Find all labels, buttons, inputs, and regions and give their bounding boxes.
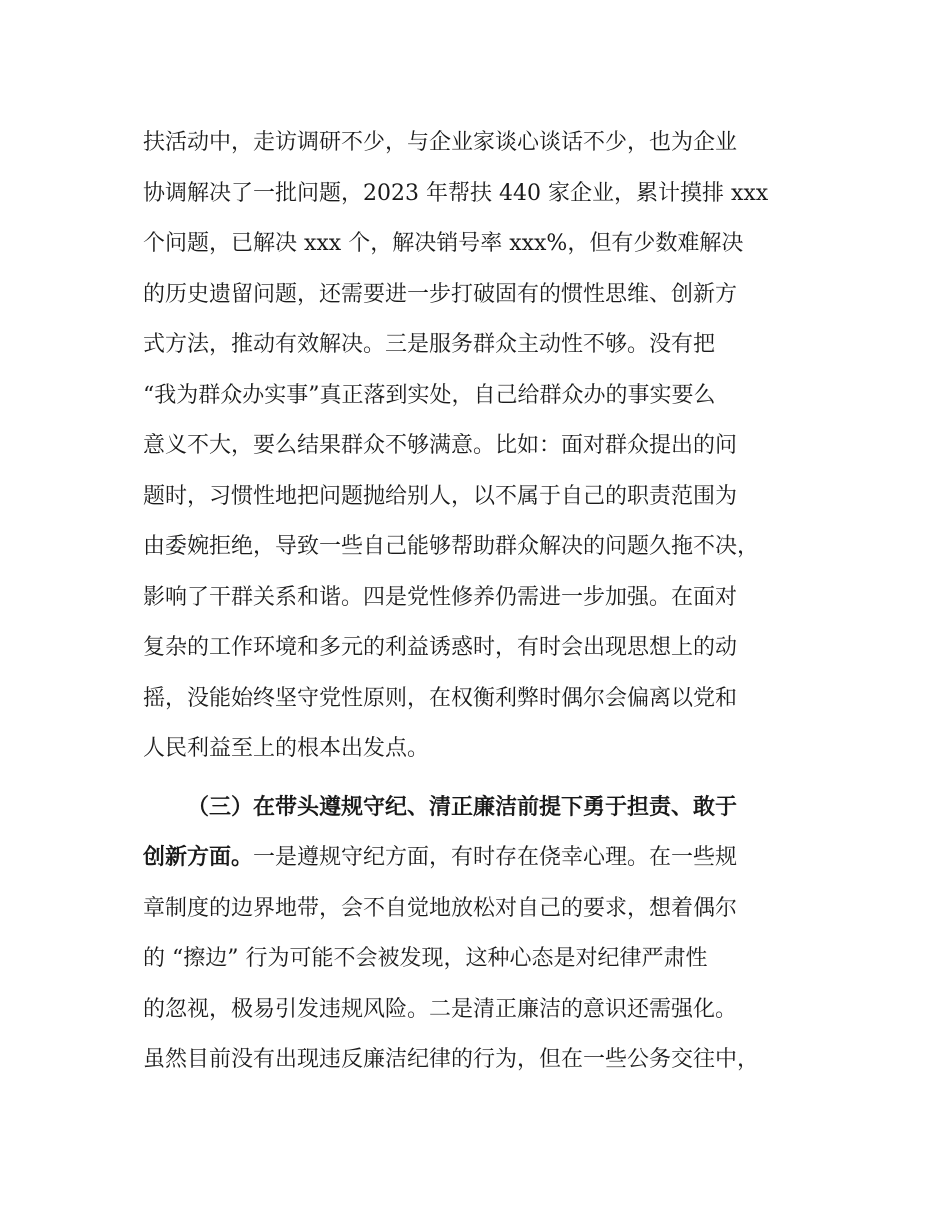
paragraph-1-line-2: 协调解决了一批问题，2023 年帮扶 440 家企业，累计摸排 xxx	[143, 181, 769, 206]
paragraph-2-line-3: 章制度的边界地带，会不自觉地放松对自己的要求，想着偶尔	[143, 896, 738, 921]
paragraph-1-line-12: 摇，没能始终坚守党性原则，在权衡利弊时偶尔会偏离以党和	[143, 686, 738, 711]
paragraph-1-line-5: 式方法，推动有效解决。三是服务群众主动性不够。没有把	[143, 332, 716, 357]
paragraph-1-line-9: 由委婉拒绝，导致一些自己能够帮助群众解决的问题久拖不决，	[143, 534, 760, 559]
section-heading: （三）在带头遵规守纪、清正廉洁前提下勇于担责、敢于	[187, 795, 738, 820]
paragraph-1-line-6: “我为群众办实事”真正落到实处，自己给群众办的事实要么	[143, 383, 716, 408]
paragraph-1-line-7: 意义不大，要么结果群众不够满意。比如：面对群众提出的问	[143, 433, 738, 458]
paragraph-1-line-3: 个问题，已解决 xxx 个，解决销号率 xxx%，但有少数难解决	[143, 231, 744, 256]
section-heading-continued: 创新方面。	[143, 845, 254, 870]
paragraph-2-line-6: 虽然目前没有出现违反廉洁纪律的行为，但在一些公务交往中，	[143, 1047, 760, 1072]
paragraph-1-line-11: 复杂的工作环境和多元的利益诱惑时，有时会出现思想上的动	[143, 635, 738, 660]
paragraph-1-line-1: 扶活动中，走访调研不少，与企业家谈心谈话不少，也为企业	[143, 130, 738, 155]
paragraph-2-line-2	[143, 838, 737, 878]
paragraph-1-line-13: 人民利益至上的根本出发点。	[143, 736, 430, 761]
paragraph-2-line-2-text: 一是遵规守纪方面，有时存在侥幸心理。在一些规	[253, 845, 738, 870]
paragraph-1-line-4: 的历史遗留问题，还需要进一步打破固有的惯性思维、创新方	[143, 282, 738, 307]
paragraph-1-line-10: 影响了干群关系和谐。四是党性修养仍需进一步加强。在面对	[143, 585, 738, 610]
paragraph-2-line-4: 的 “擦边” 行为可能不会被发现，这种心态是对纪律严肃性	[143, 946, 708, 971]
paragraph-1-line-8: 题时，习惯性地把问题抛给别人，以不属于自己的职责范围为	[143, 484, 738, 509]
paragraph-2-line-5: 的忽视，极易引发违规风险。二是清正廉洁的意识还需强化。	[143, 997, 738, 1022]
